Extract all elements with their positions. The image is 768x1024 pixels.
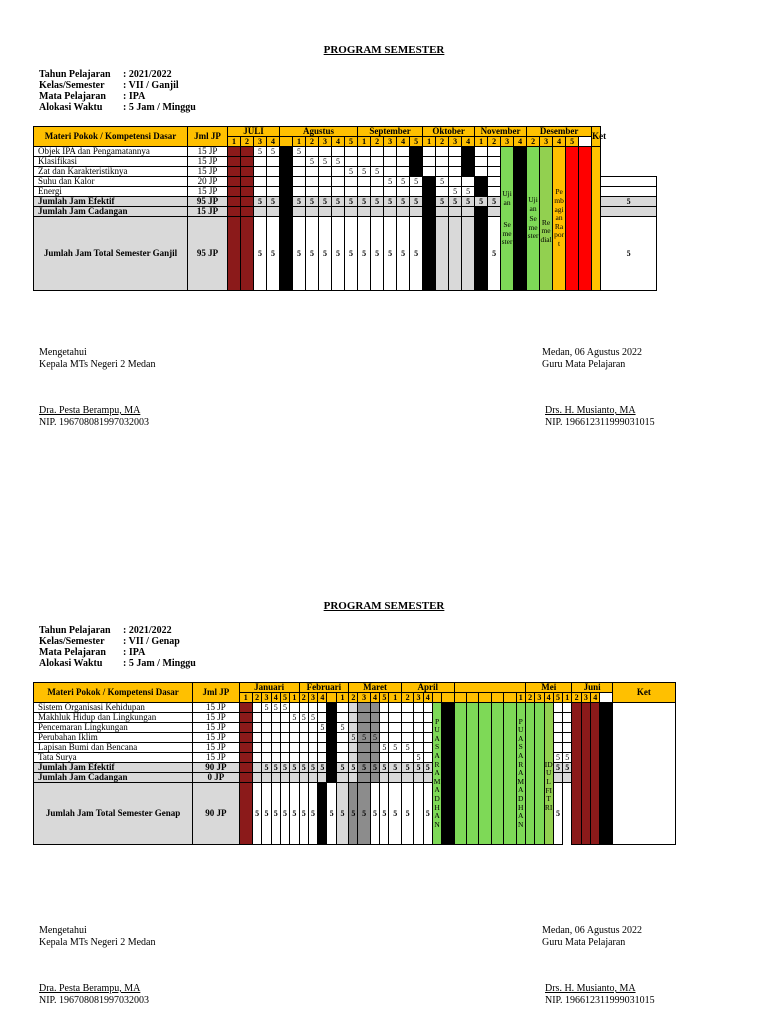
week-num: 1 <box>290 693 299 703</box>
sig-text: Guru Mata Pelajaran <box>542 359 626 370</box>
week-num: 1 <box>389 693 401 703</box>
week-num <box>280 137 293 147</box>
month-header: Januari <box>239 683 299 693</box>
week-value: 5 <box>280 703 289 713</box>
vertical-label: PUASA RAMADHAN <box>516 703 525 845</box>
week-num: 4 <box>553 137 566 147</box>
week-value: 5 <box>254 217 267 291</box>
week-num: 4 <box>370 693 379 703</box>
week-value: 5 <box>332 157 345 167</box>
info-value: : IPA <box>123 91 146 102</box>
month-header: Maret <box>349 683 402 693</box>
materi-name: Perubahan Iklim <box>34 733 193 743</box>
week-value: 5 <box>336 723 348 733</box>
sig-nip: NIP. 196708081997032003 <box>39 417 150 428</box>
week-num: 3 <box>501 137 514 147</box>
week-value: 5 <box>293 147 306 157</box>
week-value: 5 <box>475 187 488 197</box>
month-header: Mei <box>525 683 572 693</box>
week-value: 5 <box>332 197 345 207</box>
week-num: 5 <box>345 137 358 147</box>
week-num: 2 <box>299 693 308 703</box>
vertical-label: Pembagian Raport <box>553 147 566 291</box>
week-num: 2 <box>306 137 319 147</box>
week-value: 5 <box>410 177 423 187</box>
materi-jp: 15 JP <box>188 187 228 197</box>
week-num: 2 <box>241 137 254 147</box>
sig-name: Dra. Pesta Berampu, MA <box>39 983 141 994</box>
week-num: 1 <box>336 693 348 703</box>
week-num: 2 <box>436 137 449 147</box>
week-value: 5 <box>254 147 267 157</box>
week-value: 5 <box>262 783 271 845</box>
materi-name: Jumlah Jam Total Semester Ganjil <box>34 217 188 291</box>
week-value: 5 <box>271 763 280 773</box>
materi-jp: 15 JP <box>193 733 239 743</box>
materi-jp: 15 JP <box>193 753 239 763</box>
materi-jp: 15 JP <box>188 207 228 217</box>
materi-jp: 15 JP <box>188 167 228 177</box>
page-title-genap: PROGRAM SEMESTER <box>323 600 445 612</box>
week-value: 5 <box>358 783 370 845</box>
week-value: 5 <box>436 197 449 207</box>
week-value: 5 <box>370 733 379 743</box>
sig-text: Medan, 06 Agustus 2022 <box>542 347 642 358</box>
header-ket: Ket <box>612 683 675 703</box>
info-label: Alokasi Waktu <box>39 102 103 113</box>
week-value: 5 <box>349 763 358 773</box>
week-value: 5 <box>319 217 332 291</box>
week-num: 3 <box>358 693 370 703</box>
info-label: Mata Pelajaran <box>39 91 106 102</box>
week-num: 5 <box>380 693 389 703</box>
week-num: 2 <box>525 693 534 703</box>
week-num: 5 <box>566 137 579 147</box>
week-value: 5 <box>336 783 348 845</box>
week-value: 5 <box>563 753 572 763</box>
week-value: 5 <box>380 743 389 753</box>
materi-name: Jumlah Jam Cadangan <box>34 207 188 217</box>
signature-right-genap <box>542 925 655 1007</box>
week-value: 5 <box>293 197 306 207</box>
week-value: 5 <box>345 167 358 177</box>
week-value: 5 <box>553 783 562 845</box>
month-header: Juni <box>572 683 612 693</box>
week-num: 3 <box>262 693 271 703</box>
materi-name: Sistem Organisasi Kehidupan <box>34 703 193 713</box>
materi-jp: 15 JP <box>193 723 239 733</box>
info-value: : 2021/2022 <box>123 69 172 80</box>
week-value: 5 <box>401 763 413 773</box>
week-value: 5 <box>380 763 389 773</box>
week-value: 5 <box>380 783 389 845</box>
week-value: 5 <box>358 217 371 291</box>
week-num: 2 <box>371 137 384 147</box>
info-label: Kelas/Semester <box>39 636 105 647</box>
sig-nip: NIP. 196612311999031015 <box>545 995 655 1006</box>
materi-name: Jumlah Jam Efektif <box>34 763 193 773</box>
sig-name: Dra. Pesta Berampu, MA <box>39 405 141 416</box>
week-value: 5 <box>410 197 423 207</box>
week-value: 5 <box>299 713 308 723</box>
info-block-genap <box>39 625 196 669</box>
week-num: 1 <box>293 137 306 147</box>
week-value: 5 <box>358 733 370 743</box>
week-value: 5 <box>384 197 397 207</box>
week-value: 5 <box>462 187 475 197</box>
week-value: 5 <box>370 763 379 773</box>
week-value: 5 <box>336 763 348 773</box>
info-label: Tahun Pelajaran <box>39 625 111 636</box>
week-value: 5 <box>280 763 289 773</box>
materi-jp: 95 JP <box>188 197 228 207</box>
materi-name: Pencemaran Lingkungan <box>34 723 193 733</box>
week-num: 3 <box>581 693 590 703</box>
week-num: 3 <box>535 693 544 703</box>
materi-jp: 90 JP <box>193 783 239 845</box>
week-value: 5 <box>423 783 432 845</box>
week-value: 5 <box>318 723 327 733</box>
week-num: 4 <box>462 137 475 147</box>
info-value: : 5 Jam / Minggu <box>123 102 196 113</box>
week-num: 1 <box>516 693 525 703</box>
materi-jp: 15 JP <box>193 713 239 723</box>
materi-jp: 95 JP <box>188 217 228 291</box>
week-num: 5 <box>280 693 289 703</box>
table-row <box>34 703 676 713</box>
week-value: 5 <box>371 217 384 291</box>
week-value: 5 <box>271 783 280 845</box>
info-value: : VII / Ganjil <box>123 80 179 91</box>
week-value: 5 <box>299 763 308 773</box>
week-value: 5 <box>319 197 332 207</box>
week-num: 2 <box>488 137 501 147</box>
week-num: 2 <box>401 693 413 703</box>
info-label: Tahun Pelajaran <box>39 69 111 80</box>
week-value: 5 <box>308 783 317 845</box>
week-num: 4 <box>318 693 327 703</box>
sig-name: Drs. H. Musianto, MA <box>545 983 636 994</box>
week-num: 3 <box>308 693 317 703</box>
materi-name: Lapisan Bumi dan Bencana <box>34 743 193 753</box>
sig-text: Guru Mata Pelajaran <box>542 937 626 948</box>
week-value: 5 <box>414 753 423 763</box>
week-value: 5 <box>254 197 267 207</box>
week-value: 5 <box>488 197 501 207</box>
week-num: 2 <box>253 693 262 703</box>
header-ket: Ket <box>592 127 601 147</box>
month-header: November <box>475 127 527 137</box>
week-value: 5 <box>253 783 262 845</box>
week-value: 5 <box>370 783 379 845</box>
week-value: 5 <box>389 743 401 753</box>
materi-name: Klasifikasi <box>34 157 188 167</box>
week-value: 5 <box>553 753 562 763</box>
week-value: 5 <box>308 713 317 723</box>
week-value: 5 <box>401 783 413 845</box>
materi-jp: 15 JP <box>193 703 239 713</box>
week-num: 2 <box>349 693 358 703</box>
materi-jp: 15 JP <box>188 157 228 167</box>
week-num: 4 <box>591 693 600 703</box>
week-num: 4 <box>514 137 527 147</box>
week-value: 5 <box>267 197 280 207</box>
week-value: 5 <box>410 217 423 291</box>
vertical-label: Remedial <box>540 147 553 291</box>
week-value: 5 <box>389 783 401 845</box>
week-num: 4 <box>397 137 410 147</box>
week-value: 5 <box>563 763 572 773</box>
week-value: 5 <box>414 763 423 773</box>
week-num: 1 <box>228 137 241 147</box>
week-num: 1 <box>423 137 436 147</box>
materi-name: Jumlah Jam Efektif <box>34 197 188 207</box>
sig-text: Mengetahui <box>39 925 87 936</box>
sig-name: Drs. H. Musianto, MA <box>545 405 636 416</box>
week-value: 5 <box>306 157 319 167</box>
table-row <box>34 147 657 157</box>
week-value: 5 <box>358 167 371 177</box>
week-num: 1 <box>563 693 572 703</box>
week-value: 5 <box>436 177 449 187</box>
week-num: 2 <box>527 137 540 147</box>
week-num: 5 <box>410 137 423 147</box>
week-value: 5 <box>371 197 384 207</box>
month-header: Agustus <box>280 127 358 137</box>
week-value: 5 <box>290 763 299 773</box>
week-value: 5 <box>290 713 299 723</box>
week-num: 5 <box>553 693 562 703</box>
week-num: 3 <box>319 137 332 147</box>
info-value: : 2021/2022 <box>123 625 172 636</box>
week-value: 5 <box>401 743 413 753</box>
week-value: 5 <box>332 217 345 291</box>
week-value: 5 <box>397 177 410 187</box>
week-value: 5 <box>280 783 289 845</box>
signature-left-ganjil <box>39 347 155 429</box>
week-num: 1 <box>239 693 252 703</box>
week-value: 5 <box>349 783 358 845</box>
week-value: 5 <box>397 217 410 291</box>
header-jml: Jml JP <box>193 683 239 703</box>
week-value: 5 <box>553 763 562 773</box>
week-value: 5 <box>358 197 371 207</box>
header-jml: Jml JP <box>188 127 228 147</box>
header-materi: Materi Pokok / Kompetensi Dasar <box>34 683 193 703</box>
week-value: 5 <box>318 763 327 773</box>
materi-name: Objek IPA dan Pengamatannya <box>34 147 188 157</box>
week-value: 5 <box>601 217 657 291</box>
schedule-table-ganjil <box>33 126 657 291</box>
vertical-label: IDUL FITRI <box>544 703 553 845</box>
materi-jp: 20 JP <box>188 177 228 187</box>
vertical-label: Ujian Semester <box>527 147 540 291</box>
week-value: 5 <box>271 703 280 713</box>
week-num: 1 <box>475 137 488 147</box>
week-num: 4 <box>423 693 432 703</box>
info-value: : VII / Genap <box>123 636 180 647</box>
week-num: 1 <box>358 137 371 147</box>
week-num: 4 <box>271 693 280 703</box>
month-header: September <box>358 127 423 137</box>
week-value: 5 <box>397 197 410 207</box>
week-value: 5 <box>349 733 358 743</box>
month-header: April <box>401 683 454 693</box>
info-value: : 5 Jam / Minggu <box>123 658 196 669</box>
materi-jp: 0 JP <box>193 773 239 783</box>
week-value: 5 <box>389 763 401 773</box>
week-value: 5 <box>345 217 358 291</box>
month-header: Oktober <box>423 127 475 137</box>
week-value: 5 <box>267 217 280 291</box>
week-num: 4 <box>544 693 553 703</box>
week-value: 5 <box>449 197 462 207</box>
month-header: Februari <box>299 683 349 693</box>
week-value: 5 <box>262 703 271 713</box>
vertical-label: PUASA RAMADHAN <box>432 703 441 845</box>
sig-text: Medan, 06 Agustus 2022 <box>542 925 642 936</box>
week-value: 5 <box>308 763 317 773</box>
materi-name: Jumlah Jam Cadangan <box>34 773 193 783</box>
week-num: 3 <box>414 693 423 703</box>
week-num: 3 <box>254 137 267 147</box>
info-value: : IPA <box>123 647 146 658</box>
month-header: Desember <box>527 127 592 137</box>
week-value: 5 <box>327 723 336 733</box>
week-value: 5 <box>358 763 370 773</box>
week-value: 5 <box>262 763 271 773</box>
week-num: 3 <box>540 137 553 147</box>
week-value: 5 <box>601 197 657 207</box>
header-materi: Materi Pokok / Kompetensi Dasar <box>34 127 188 147</box>
week-value: 5 <box>306 217 319 291</box>
materi-name: Suhu dan Kalor <box>34 177 188 187</box>
signature-left-genap <box>39 925 155 1007</box>
week-num: 3 <box>384 137 397 147</box>
materi-name: Tata Surya <box>34 753 193 763</box>
week-num: 2 <box>572 693 581 703</box>
sig-text: Kepala MTs Negeri 2 Medan <box>39 359 156 370</box>
week-value: 5 <box>327 783 336 845</box>
sig-text: Kepala MTs Negeri 2 Medan <box>39 937 156 948</box>
week-value: 5 <box>267 147 280 157</box>
materi-jp: 15 JP <box>188 147 228 157</box>
sig-nip: NIP. 196708081997032003 <box>39 995 150 1006</box>
info-label: Kelas/Semester <box>39 80 105 91</box>
materi-name: Jumlah Jam Total Semester Genap <box>34 783 193 845</box>
week-value: 5 <box>423 763 432 773</box>
month-header: JULI <box>228 127 280 137</box>
week-value: 5 <box>299 783 308 845</box>
week-num: 4 <box>332 137 345 147</box>
week-value: 5 <box>488 217 501 291</box>
week-value: 5 <box>371 167 384 177</box>
info-label: Mata Pelajaran <box>39 647 106 658</box>
week-value: 5 <box>345 197 358 207</box>
week-value: 5 <box>290 783 299 845</box>
week-value: 5 <box>384 177 397 187</box>
week-value: 5 <box>475 197 488 207</box>
page-title-ganjil: PROGRAM SEMESTER <box>323 44 445 56</box>
week-value: 5 <box>293 217 306 291</box>
materi-jp: 15 JP <box>193 743 239 753</box>
week-value: 5 <box>319 157 332 167</box>
materi-name: Energi <box>34 187 188 197</box>
week-value: 5 <box>306 197 319 207</box>
week-value: 5 <box>449 187 462 197</box>
week-num: 4 <box>267 137 280 147</box>
info-label: Alokasi Waktu <box>39 658 103 669</box>
materi-jp: 90 JP <box>193 763 239 773</box>
week-num: 3 <box>449 137 462 147</box>
signature-right-ganjil <box>542 347 655 429</box>
info-block-ganjil <box>39 69 196 113</box>
materi-name: Makhluk Hidup dan Lingkungan <box>34 713 193 723</box>
sig-text: Mengetahui <box>39 347 87 358</box>
schedule-table-genap <box>33 682 676 845</box>
materi-name: Zat dan Karakteristiknya <box>34 167 188 177</box>
week-value: 5 <box>384 217 397 291</box>
week-value: 5 <box>462 197 475 207</box>
sig-nip: NIP. 196612311999031015 <box>545 417 655 428</box>
vertical-label: Ujian Semester <box>501 147 514 291</box>
